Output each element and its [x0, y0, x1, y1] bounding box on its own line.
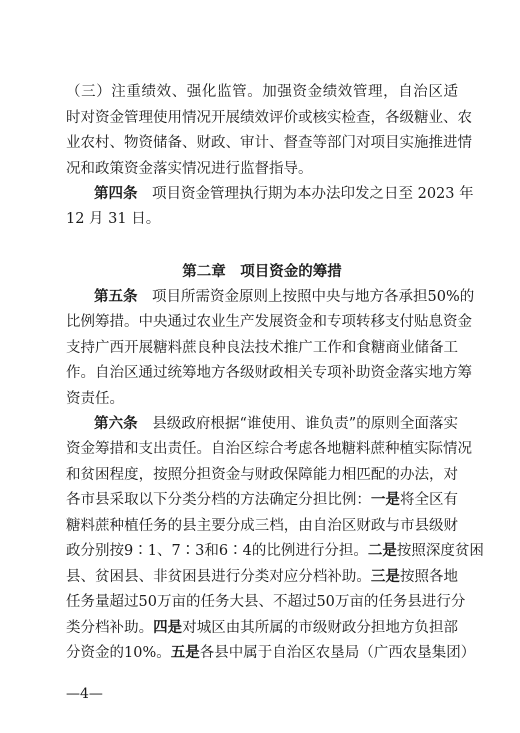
article-6-line-7-tail: 按照各地	[399, 569, 459, 585]
para-3-line-4: 况和政策资金落实情况进行监督指导。	[66, 161, 313, 177]
article-6-line-10-text: 分资金的10%。	[66, 645, 171, 661]
para-3-line-3: 业农村、物资储备、财政、审计、督查等部门对项目实施推进情	[66, 135, 472, 151]
article-6-line-9-text: 类分档补助。	[66, 620, 154, 636]
article-6-line-4-tail: 将全区有	[399, 492, 459, 508]
article-4-line-1	[66, 182, 474, 206]
article-5-line-1	[66, 285, 475, 309]
article-5-line-4: 作。自治区通过统筹地方各级财政相关专项补助资金落实地方筹	[66, 365, 472, 381]
article-4-label: 第四条	[94, 185, 138, 202]
article-6-line-6-tail: 按照深度贫困	[396, 543, 484, 559]
article-6-line-4-text: 各市县采取以下分类分档的方法确定分担比例：	[66, 492, 371, 508]
article-5-line-5: 资责任。	[66, 391, 124, 407]
article-6-line-10	[66, 641, 476, 665]
article-5-text: 项目所需资金原则上按照中央与地方各承担50%的	[152, 289, 475, 305]
article-6-line-6	[66, 539, 484, 563]
article-6-line-6-text: 政分别按9∶1、7∶3和6∶4的比例进行分担。	[66, 543, 368, 559]
article-4-text: 项目资金管理执行期为本办法印发之日至 2023 年	[152, 186, 474, 202]
article-6-line-7-text: 县、贫困县、非贫困县进行分类对应分档补助。	[66, 569, 371, 585]
article-6-line-9	[66, 616, 458, 640]
point-5-label: 五是	[170, 644, 200, 661]
chapter-title: 第二章 项目资金的筹措	[182, 263, 342, 280]
article-6-line-4	[66, 488, 458, 512]
article-6-line-10-tail: 各县中属于自治区农垦局（广西农垦集团）	[199, 645, 476, 661]
article-5-line-2: 比例筹措。中央通过农业生产发展资金和专项转移支付贴息资金	[66, 314, 472, 330]
article-5-line-3: 支持广西开展糖料蔗良种良法技术推广工作和食糖商业储备工	[66, 340, 458, 356]
article-6-line-3: 和贫困程度，按照分担资金与财政保障能力相匹配的办法，对	[66, 467, 458, 483]
article-5-label: 第五条	[94, 288, 138, 305]
article-6-text: 县级政府根据“谁使用、谁负责”的原则全面落实	[152, 416, 459, 432]
page-number: —4—	[66, 686, 103, 702]
article-6-line-7	[66, 565, 458, 589]
article-6-line-5: 糖料蔗种植任务的县主要分成三档，由自治区财政与市县级财	[66, 518, 458, 534]
article-6-label: 第六条	[94, 415, 138, 432]
article-6-line-2: 资金筹措和支出责任。自治区综合考虑各地糖料蔗种植实际情况	[66, 441, 472, 457]
point-4-label: 四是	[153, 619, 183, 636]
para-3-line-1: （三）注重绩效、强化监管。加强资金绩效管理，自治区适	[66, 84, 458, 100]
para-3-line-2: 时对资金管理使用情况开展绩效评价或核实检查，各级糖业、农	[66, 110, 472, 126]
point-2-label: 二是	[367, 542, 397, 559]
point-1-label: 一是	[370, 491, 400, 508]
article-4-line-2: 12 月 31 日。	[66, 211, 161, 227]
article-6-line-1	[66, 412, 458, 436]
article-6-line-9-tail: 对城区由其所属的市级财政分担地方负担部	[182, 620, 459, 636]
point-3-label: 三是	[370, 568, 400, 585]
article-6-line-8: 任务量超过50万亩的任务大县、不超过50万亩的任务县进行分	[66, 594, 466, 610]
